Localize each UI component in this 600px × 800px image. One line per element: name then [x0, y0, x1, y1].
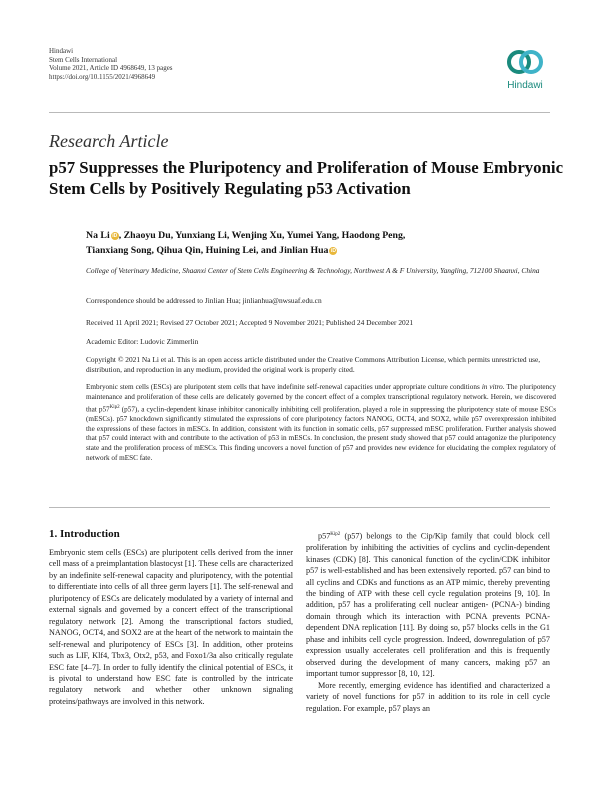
article-title: p57 Suppresses the Pluripotency and Proliferation of Mouse Embryonic Stem Cells by Positively Regulating p53 Activation: [49, 158, 564, 198]
orcid-icon[interactable]: iD: [112, 233, 118, 239]
logo-text: Hindawi: [507, 80, 543, 91]
author[interactable]: Tianxiang Song: [86, 245, 152, 256]
publisher-name: Hindawi: [49, 47, 74, 55]
article-dates: Received 11 April 2021; Revised 27 October 2021; Accepted 9 November 2021; Published 24 December 2021: [86, 318, 414, 327]
paragraph-text: (p57) belongs to the Cip/Kip family that could block cell proliferation by inhibiting the activities of cyclins and cyclin-dependent kinases (CDK) [8]. This canonical function of the cyclin/CDK inhibitor p57 is well-established and has been extensively reported. p57 can bind to all cyclins and CDKs and functions as an ATP mimic, thereby preventing the binding of ATP with these cell cycle regulation proteins [9, 10]. In addition, p57 has a proliferating cell nuclear antigen- (PCNA-) binding domain through which its interaction with PCNA prevents PCNA-dependent DNA replication [11]. By doing so, p57 blocks cells in the G1 phase and inhibits cell cycle progression. Indeed, downregulation of p57 expression usually accelerates cell proliferation and this is frequently observed during the development of many cancers, making p57 an important tumor suppressor [8, 10, 12].: [306, 531, 550, 679]
superscript: Kip2: [330, 532, 341, 537]
author[interactable]: Qihua Qin: [156, 245, 201, 256]
author[interactable]: Yunxiang Li: [175, 230, 227, 241]
hindawi-logo: [495, 46, 555, 91]
section-heading-introduction: 1. Introduction: [49, 528, 120, 540]
abstract-text: (p57), a cyclin-dependent kinase inhibitor canonically inhibiting cell proliferation, played a role in suppressing the pluripotency state of mouse ESCs (mESCs). p57 knockdown significantly stimulated the expressions of core pluripotency factors NANOG, OCT4, and SOX2, while p57 overexpression inhibited the expressions of these factors in mESCs. In addition, consistent with its function in somatic cells, p57 suppressed mESC proliferation. Further analysis showed that p57 could interact with and contribute to the activation of p53 in mESCs. In conclusion, the present study showed that p57 could antagonize the pluripotency state and the proliferation process of mESCs. This finding uncovers a novel function of p57 and provides new evidence for elucidating the complex regulatory of network of mESC fate.: [86, 404, 556, 462]
academic-editor: Academic Editor: Ludovic Zimmerlin: [86, 337, 199, 346]
volume-line: Volume 2021, Article ID 4968649, 13 pages: [49, 64, 173, 73]
author[interactable]: Zhaoyu Du: [123, 230, 171, 241]
paragraph-text: p57: [318, 531, 331, 541]
body-paragraph: More recently, emerging evidence has identified and characterized a variety of novel functions for p57 in addition to its role in cell cycle regulation. For example, p57 plays an: [306, 680, 550, 713]
abstract-text: Embryonic stem cells (ESCs) are pluripotent stem cells that have indefinite self-renewal capacities under appropriate culture conditions: [86, 383, 482, 391]
author[interactable]: and Jinlian Hua: [260, 245, 329, 256]
journal-meta: [49, 47, 173, 81]
abstract-italic: in vitro: [481, 383, 503, 391]
copyright-notice: Copyright © 2021 Na Li et al. This is an open access article distributed under the Creative Commons Attribution License, which permits unrestricted use, distribution, and reproduction in any medium, provided the original work is properly cited.: [86, 355, 541, 374]
abstract-text: . The pluripotency maintenance and proliferation of these cells are delicately governed by the concert effect of a complex transcriptional regulatory network. Herein, we discovered that p57: [86, 383, 556, 413]
article-type: Research Article: [49, 131, 169, 151]
journal-name: Stem Cells International: [49, 55, 118, 64]
author[interactable]: Yumei Yang: [286, 230, 337, 241]
abstract-divider: [49, 507, 550, 508]
author[interactable]: Wenjing Xu: [231, 230, 282, 241]
author-list: Na Li iD , Zhaoyu Du, Yunxiang Li, Wenjing Xu, Yumei Yang, Haodong Peng, Tianxiang Song, Qihua Qin, Huining Lei, and Jinlian Hua iD: [86, 230, 406, 256]
abstract-superscript: Kip2: [109, 404, 120, 410]
author[interactable]: Na Li: [86, 230, 110, 241]
header-divider: [49, 112, 550, 113]
author[interactable]: Haodong Peng: [341, 230, 403, 241]
body-column-right: [306, 529, 550, 714]
author[interactable]: Huining Lei: [205, 245, 257, 256]
body-column-left: [49, 547, 293, 707]
correspondence: Correspondence should be addressed to Jinlian Hua; jinlianhua@nwsuaf.edu.cn: [86, 296, 322, 305]
orcid-icon[interactable]: iD: [330, 248, 336, 254]
body-paragraph: Embryonic stem cells (ESCs) are pluripotent cells derived from the inner cell mass of a preimplantation blastocyst [1]. These cells are characterized by an indefinite self-renewal capacity and pluripotency, with the potential to differentiate into cells of all three germ layers [1]. The self-renewal and pluripotency of ESCs are delicately modulated by a variety of internal and external signals and governed by a concert effect of the transcriptional regulatory network [2]. Among the transcriptional factors studied, NANOG, OCT4, and SOX2 are at the heart of the network to maintain the self-renewal and pluripotency of ESCs [3]. In addition, other proteins such as LIF, Klf4, Tbx3, Otx2, p53, and Foxo1/3a also critically regulate ESC fate [4–7]. In order to fully identify the clinical potential of ESCs, it is pivotal to understand how ESC fate is controlled by the intricate regulatory network and whether other unknown signaling proteins/pathways are involved in this network.: [49, 548, 293, 706]
hindawi-rings-icon: [505, 46, 545, 78]
abstract: [86, 383, 556, 464]
doi-link[interactable]: https://doi.org/10.1155/2021/4968649: [49, 72, 156, 81]
body-paragraph: [306, 529, 550, 680]
affiliation: College of Veterinary Medicine, Shaanxi Center of Stem Cells Engineering & Technology, Northwest A & F University, Yangling, 712100 Shaanxi, China: [86, 266, 540, 275]
